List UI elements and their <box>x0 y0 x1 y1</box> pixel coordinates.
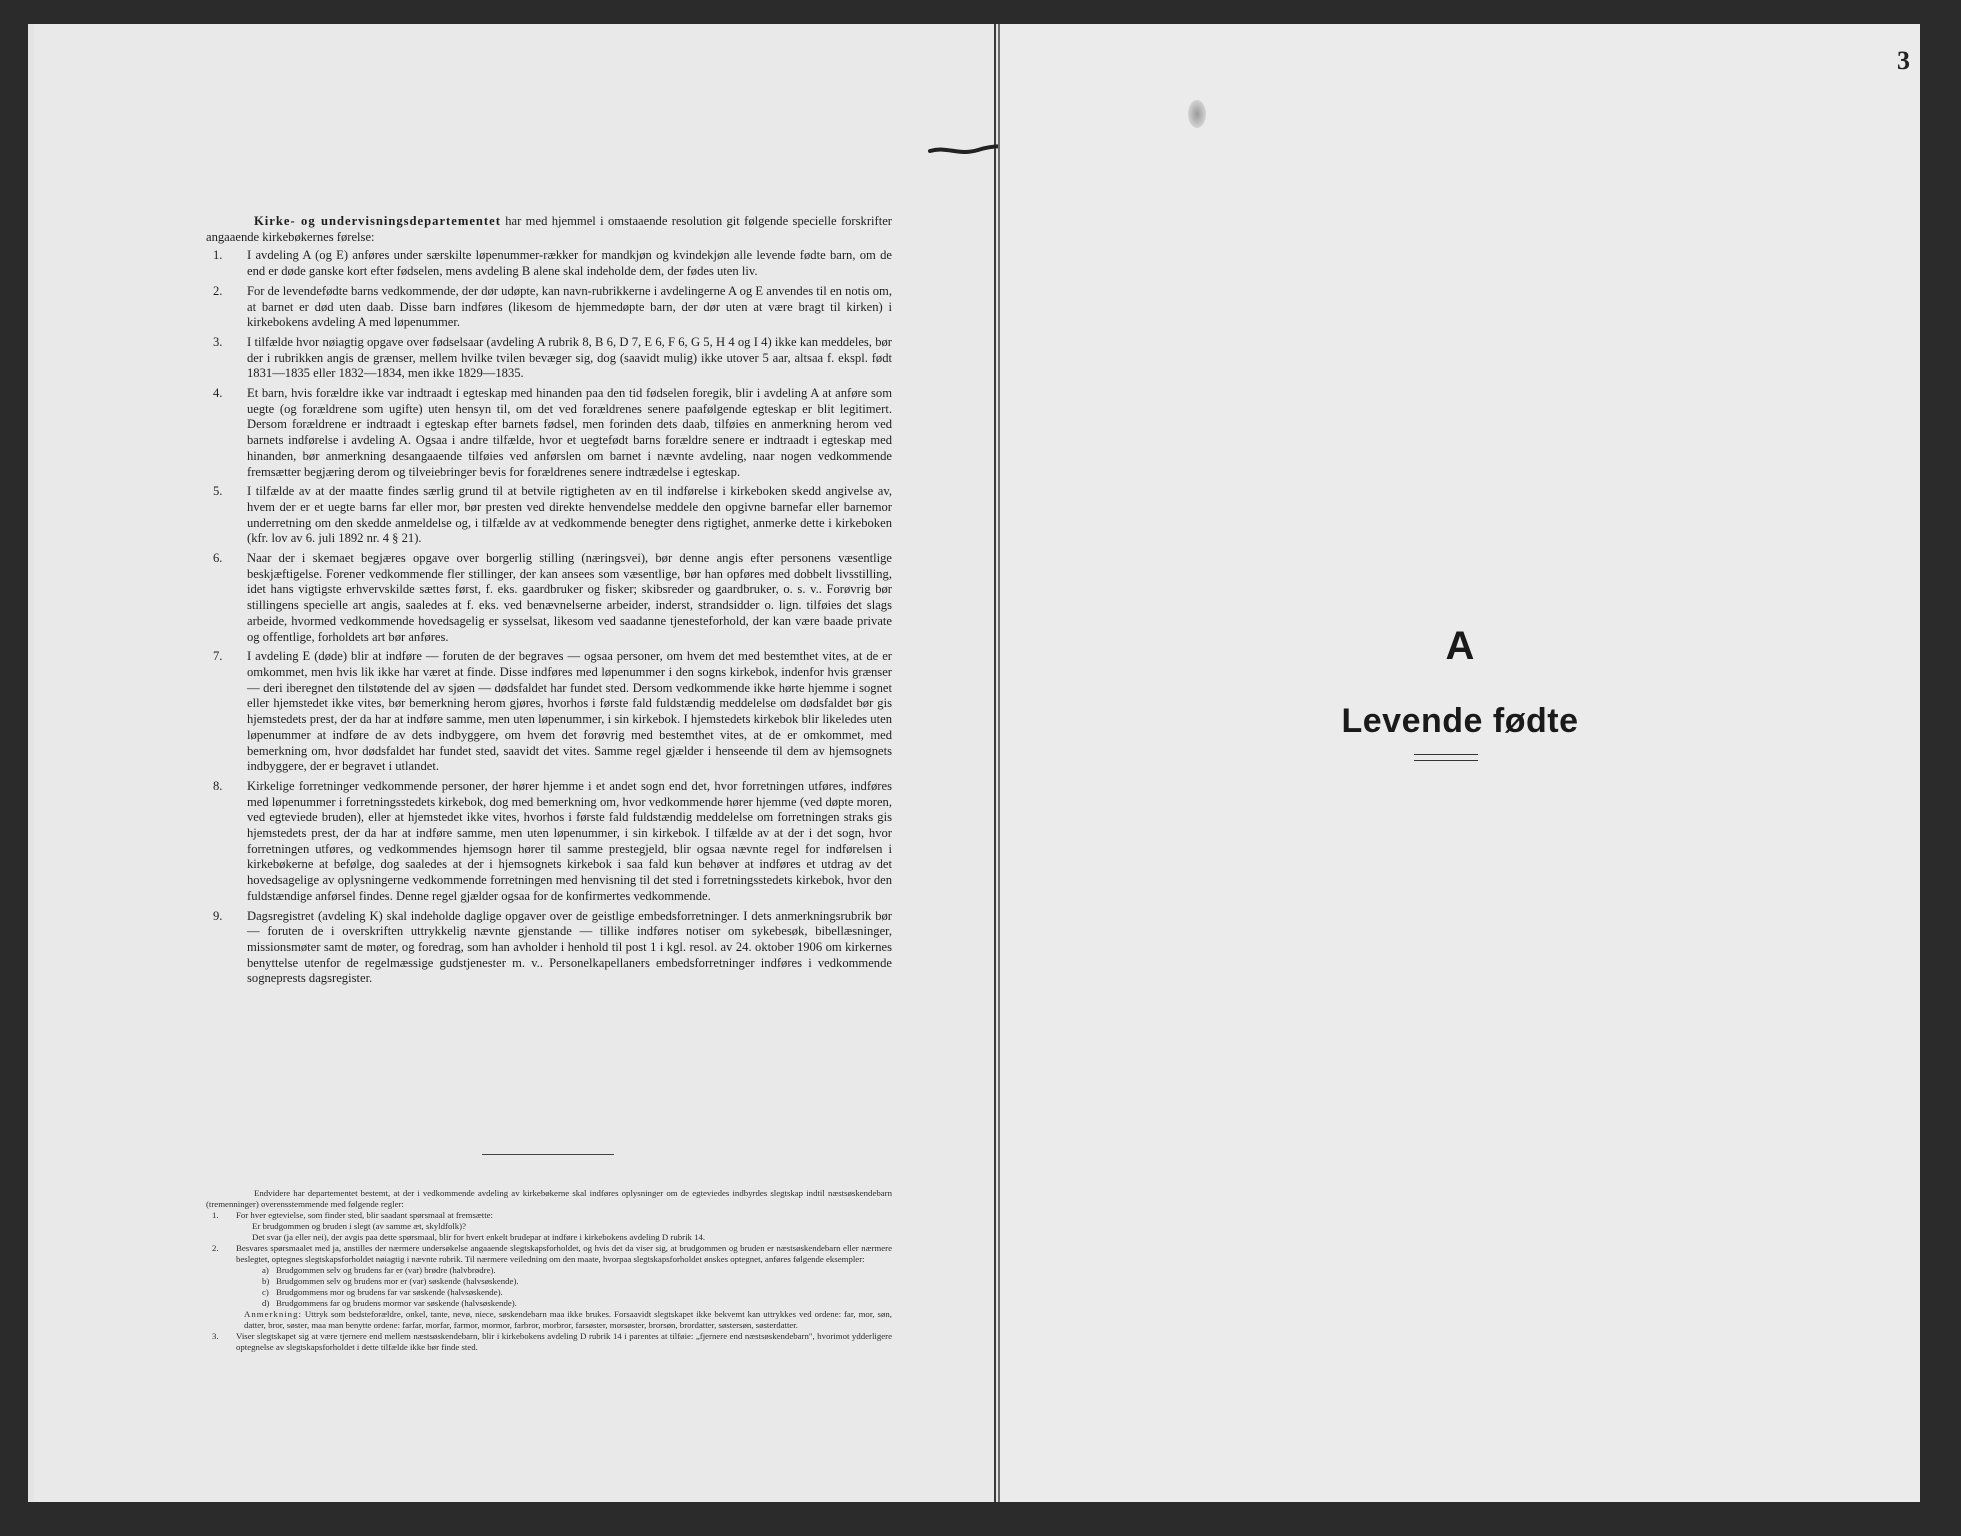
example-text: Brudgommen selv og brudens far er (var) brødre (halvbrødre). <box>276 1265 496 1275</box>
supplement-question: Er brudgommen og bruden i slegt (av samme æt, skyldfolk)? <box>252 1221 467 1231</box>
section-divider <box>482 1154 614 1155</box>
example-key: a) <box>262 1265 269 1275</box>
example-row <box>206 1287 892 1298</box>
open-register-book <box>28 24 1920 1502</box>
regulation-item <box>206 779 892 905</box>
example-row <box>206 1298 892 1309</box>
ink-smudge <box>1188 100 1206 128</box>
example-row <box>206 1276 892 1287</box>
item-number: 4. <box>213 386 223 401</box>
item-text: I avdeling E (døde) blir at indføre — foruten de der begraves — ogsaa personer, om hvem det med bestemthet vites, at de er omkommet, men hvis lik ikke har været at finde. Disse indføres med løpenummer i den sogns kirkebok, indenfor hvis grænser — deri iberegnet den tilstøtende del av sjøen — dødsfaldet har fundet sted. Dersom vedkommende ikke hørte hjemme i sognet eller hjemstedet ikke vites, bør bemerkning herom gjøres, hvorhos i første fald fuldstændig meddelelse om dødsfaldet bør gis hjemstedets prest, der da har at indføre samme, men uten løpenummer, i sin kirkebok. I hjemstedets kirkebok blir likeledes uten løpenummer at indføre de av dets indbyggere, om hvem det forøvrig med bestemthet vites, at de er omkommet, med bemerkning om, hvor dødsfaldet har fundet sted, saavidt det vites. Samme regel gjælder i henseende til dem av hjemsognets indbyggere, der er begravet i utlandet. <box>247 649 892 774</box>
regulation-item <box>206 248 892 279</box>
item-text: Kirkelige forretninger vedkommende personer, der hører hjemme i et andet sogn end det, hvor forretningen utføres, indføres med løpenummer i forretningsstedets kirkebok, dog med bemerkning om, hvor vedkommende hører hjemme (ved døpte moren, ved egteviede bruden), eller at hjemstedet ikke vites, hvorhos i første fald fuldstændig meddelelse om forretningen straks gis hjemstedets prest, der da har at indføre samme, men uten løpenummer, i sin kirkebok. I tilfælde av at der i det sogn, hvor forretningen utføres, og vedkommendes hjemsogn hører til samme prestegjeld, blir ogsaa nævnte regel for indførelsen i kirkebøkerne at befølge, dog saaledes at der i hjemsognets kirkebok i saa fald kun behøver at indføres et utdrag av det hovedsagelige av oplysningerne vedkommende forretningen med henvisning til det sted i forretningsstedets kirkebok, hvor den fuldstændige anførsel findes. Denne regel gjælder ogsaa for de konfirmertes vedkommende. <box>247 778 892 903</box>
regulation-item <box>206 551 892 645</box>
item-number: 6. <box>213 551 223 566</box>
section-title: Levende fødte <box>1341 702 1579 740</box>
item-number: 1. <box>213 248 223 263</box>
item-number: 2. <box>213 283 223 298</box>
note-label: Anmerkning: <box>244 1309 302 1319</box>
example-text: Brudgommens mor og brudens far var søskende (halvsøskende). <box>276 1287 503 1297</box>
intro-paragraph <box>206 214 892 245</box>
item-text: For de levendefødte barns vedkommende, der dør udøpte, kan navn-rubrikkerne i avdelingerne A og E anvendes til en notis om, at barnet er død uten daab. Disse barn indføres (likesom de hjemmedøpte barn, der dør uten at være bragt til kirken) i kirkebokens avdeling A med løpenummer. <box>247 283 892 330</box>
example-text: Brudgommen selv og brudens mor er (var) søskende (halvsøskende). <box>276 1276 519 1286</box>
item-number: 1. <box>212 1210 219 1220</box>
note-text: Uttryk som bedsteforældre, onkel, tante, nevø, niece, søskendebarn maa ikke brukes. Forsaavidt slegtskapet ikke bekvemt kan uttrykkes ved ordene: far, mor, søn, datter, bror, søster, maa man benytte ordene: farfar, morfar, farmor, mormor, farbror, morbror, farsøster, morsøster, brorsøn, brordatter, søstersøn, søsterdatter. <box>244 1309 892 1330</box>
example-key: b) <box>262 1276 270 1286</box>
item-text: I tilfælde hvor nøiagtig opgave over fødselsaar (avdeling A rubrik 8, B 6, D 7, E 6, F 6, G 5, H 4 og I 4) ikke kan meddeles, bør der i rubrikken angis de grænser, mellem hvilke tvilen bevæger sig, dog (saavidt mulig) ikke utover 5 aar, altsaa f. ekspl. født 1831—1835 eller 1832—1834, men ikke 1829—1835. <box>247 334 892 381</box>
item-text: Dagsregistret (avdeling K) skal indeholde daglige opgaver over de geistlige embedsforretninger. I dets anmerkningsrubrik bør — foruten de i overskriften uttrykkelig nævnte gjenstande — tillike indføres notiser om sykebesøk, bibellæsninger, missionsmøter samt de møter, og foredrag, som han avholder i henhold til post 1 i kgl. resol. av 24. oktober 1906 om kirkernes benyttelse utenfor de regelmæssige gudstjenester m. v.. Personelkapellaners embedsforretninger indføres i vedkommende sogneprests dagsregister. <box>247 908 892 986</box>
supplement-answer: Det svar (ja eller nei), der avgis paa dette spørsmaal, blir for hvert enkelt brudepar at indføre i kirkebokens avdeling D rubrik 14. <box>252 1232 706 1242</box>
title-double-rule <box>1414 754 1478 761</box>
section-letter: A <box>1445 624 1475 668</box>
example-key: d) <box>262 1298 270 1308</box>
item-number: 2. <box>212 1243 219 1253</box>
item-text: I avdeling A (og E) anføres under særskilte løpenummer-rækker for mandkjøn og kvindekjøn alle levende fødte barn, om de end er døde ganske kort efter fødselen, mens avdeling B alene skal indeholde dem, der fødes uten liv. <box>247 248 892 279</box>
item-number: 5. <box>213 484 223 499</box>
item-text: Viser slegtskapet sig at være tjernere end mellem næstsøskendebarn, blir i kirkebokens avdeling D rubrik 14 i parentes at tilføie: „fjernere end næstsøskendebarn", hvorimot ydderligere optegnelse av slegtskapsforholdet i dette tilfælde ikke bør finde sted. <box>236 1331 892 1352</box>
supplement-item <box>206 1210 892 1221</box>
regulation-item <box>206 335 892 382</box>
example-key: c) <box>262 1287 269 1297</box>
item-text: Besvares spørsmaalet med ja, anstilles der nærmere undersøkelse angaaende slegtskapsforholdet, og hvis det da viser sig, at brudgommen og bruden er næstsøskendebarn eller nærmere beslegtet, optegnes slegtskapsforholdet nøiagtig i nævnte rubrik. Til nærmere veiledning om den maate, hvorpaa slegtskapsforholdet ønskes optegnet, anføres følgende eksempler: <box>236 1243 892 1264</box>
item-number: 3. <box>212 1331 219 1341</box>
example-row <box>206 1265 892 1276</box>
supplement-item <box>206 1243 892 1265</box>
regulation-item <box>206 484 892 547</box>
intro-heading: Kirke- og undervisningsdepartementet <box>254 214 501 228</box>
regulation-item <box>206 284 892 331</box>
regulation-item <box>206 386 892 480</box>
item-number: 7. <box>213 649 223 664</box>
intro-text: har med hjemmel i omstaaende resolution git følgende specielle forskrifter angaaende kirkebøkernes førelse: <box>206 214 892 244</box>
item-text: Et barn, hvis forældre ikke var indtraadt i egteskap med hinanden paa den tid fødselen foregik, blir i avdeling A at anføre som uegte (og forældrene som ugifte) uten hensyn til, om det ved forældrenes senere paafølgende egteskap er blit legitimert. Dersom forældrene er indtraadt i egteskap efter barnets fødsel, men forinden dets daab, tilføies en anmerkning herom ved barnets indførelse i avdeling A. Ogsaa i andre tilfælde, hvor et uegtefødt barns forældre senere er indtraadt i egteskap med hinanden, bør anmerkning desangaaende tilføies ved anførslen om barnet i nævnte avdeling, naar nogen vedkommende fremsætter begjæring derom og tilveiebringer bevis for forældrenes senere indtrædelse i egteskap. <box>247 386 892 479</box>
item-number: 9. <box>213 908 223 923</box>
supplement-item <box>206 1331 892 1353</box>
left-page <box>34 24 996 1502</box>
right-page <box>998 24 1920 1502</box>
kinship-supplement <box>206 1188 892 1353</box>
regulation-item <box>206 649 892 775</box>
regulations-text <box>206 214 892 991</box>
supplement-note <box>206 1309 892 1331</box>
item-text: Naar der i skemaet begjæres opgave over borgerlig stilling (næringsvei), bør denne angis efter personens væsentlige beskjæftigelse. Forener vedkommende fler stillinger, der kan ansees som væsentlige, bør han opføres med dobbelt livsstilling, idet hans vigtigste erhvervskilde sættes først, f. eks. gaardbruker og fisker; skibsreder og gaardbruker, o. s. v.. Forøvrig bør stillingens specielle art angis, saaledes at f. eks. ved benævnelserne arbeider, inderst, strandsidder o. lign. tilføies det slags arbeide, hvormed vedkommende hovedsagelig er sysselsat, likesom ved saadanne tjenesteforhold, der kan være baade private og offentlige, forholdets art bør anføres. <box>247 551 892 644</box>
supplement-intro: Endvidere har departementet bestemt, at der i vedkommende avdeling av kirkebøkerne skal indføres oplysninger om de egteviedes indbyrdes slegtskap indtil næstsøskendebarn (tremenninger) overensstemmende med følgende regler: <box>206 1188 892 1209</box>
example-text: Brudgommens far og brudens mormor var søskende (halvsøskende). <box>276 1298 517 1308</box>
page-number: 3 <box>1897 46 1910 75</box>
item-text: For hver egtevielse, som finder sted, blir saadant spørsmaal at fremsætte: <box>236 1210 493 1220</box>
regulation-item <box>206 909 892 988</box>
item-text: I tilfælde av at der maatte findes særlig grund til at betvile rigtigheten av en til indførelse i kirkeboken skedd angivelse av, hvem der er et uegte barns far eller mor, bør presten ved direkte henvendelse meddele den opgivne barnefar eller barnemor underretning om den skedde anmeldelse og, i tilfælde av at vedkommende benegter dens rigtighet, anmerke dette i kirkeboken (kfr. lov av 6. juli 1892 nr. 4 § 21). <box>247 484 892 546</box>
item-number: 8. <box>213 778 223 793</box>
item-number: 3. <box>213 334 223 349</box>
